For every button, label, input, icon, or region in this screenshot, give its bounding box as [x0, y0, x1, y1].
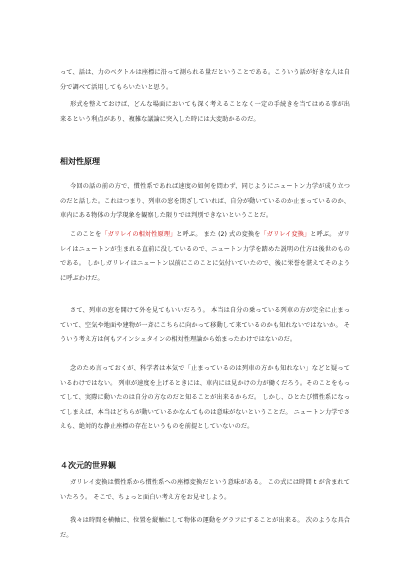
paragraph-scientists: 念のため言っておくが、科学者は本気で「止まっているのは列車の方かも知れない」などと疑っているわけではない。 列車が速度を上げるときには、車内には見かけの力が働くだろう。そのことをもってして、実際に動いたのは自分の方なのだと知ることが出来るからだ。 しかし、ひとたび慣性系になってしまえば、本当はどちらが動いているかなんてものは意味がないということだ。 ニュートン力学でさえも、絶対的な静止座標の存在というものを前提としていないのだ。: [60, 365, 350, 430]
galilei-text-mid: と呼ぶ。 また (2) 式の変換を: [176, 231, 261, 238]
galilei-text-pre: このことを: [70, 231, 102, 238]
heading-relativity-principle: 相対性原理: [60, 157, 100, 166]
galilei-transform-term: 「ガリレイ変換」: [260, 231, 311, 238]
paragraph-galilei-transform: ガリレイ変換は慣性系から慣性系への座標変換だという意味がある。 この式には時間 t が含まれていたろう。 そこで、ちょっと面白い考え方をお見せしよう。: [60, 479, 350, 501]
galilei-relativity-term: 「ガリレイの相対性原理」: [101, 231, 177, 238]
paragraph-train-window: さて、列車の窓を開けて外を見てもいいだろう。 本当は自分の乗っている列車の方が完全に止まっていて、空気や地面や建物が一斉にこちらに向かって移動して来ているのかも知れないではないか。 そういう考え方は何もアインシュタインの相対性理論から始まったわけではないのだ。: [60, 307, 350, 343]
galilei-text-post: と呼ぶ。 ガリレイはニュートンが生まれる直前に没しているので、ニュートン力学を踏めた説明の仕方は後世のものである。 しかしガリレイはニュートン以前にこのことに気付いていたので、後に栄誉を湛えてそのように呼ぶわけだ。: [60, 231, 351, 282]
paragraph-motion-graph: 我々は時間を横軸に、位置を縦軸にして物体の運動をグラフにすることが出来る。 次のような具合だ。: [60, 517, 350, 539]
paragraph-intro: って、話は、力のベクトルは座標に沿って測られる量だということである。こういう話が好きな人は自分で調べて活用してもらいたいと思う。: [60, 69, 350, 91]
heading-4d-worldview: ４次元的世界観: [60, 461, 116, 470]
paragraph-galilei: [60, 228, 350, 286]
paragraph-form-benefit: 形式を整えておけば、どんな場面においても深く考えることなく一定の手続きを当てはめる事が出来るという利点があり、複雑な議論に突入した時には大変助かるのだ。: [60, 101, 350, 123]
paragraph-inertial-frames: 今回の話の前の方で、慣性系であれば速度の如何を問わず、同じようにニュートン力学が成り立つのだと話した。これはつまり、列車の窓を閉ざしていれば、自分が動いているのか止まっているのか、車内にある物体の力学現象を観察した限りでは判別できないということだ。: [60, 183, 350, 219]
